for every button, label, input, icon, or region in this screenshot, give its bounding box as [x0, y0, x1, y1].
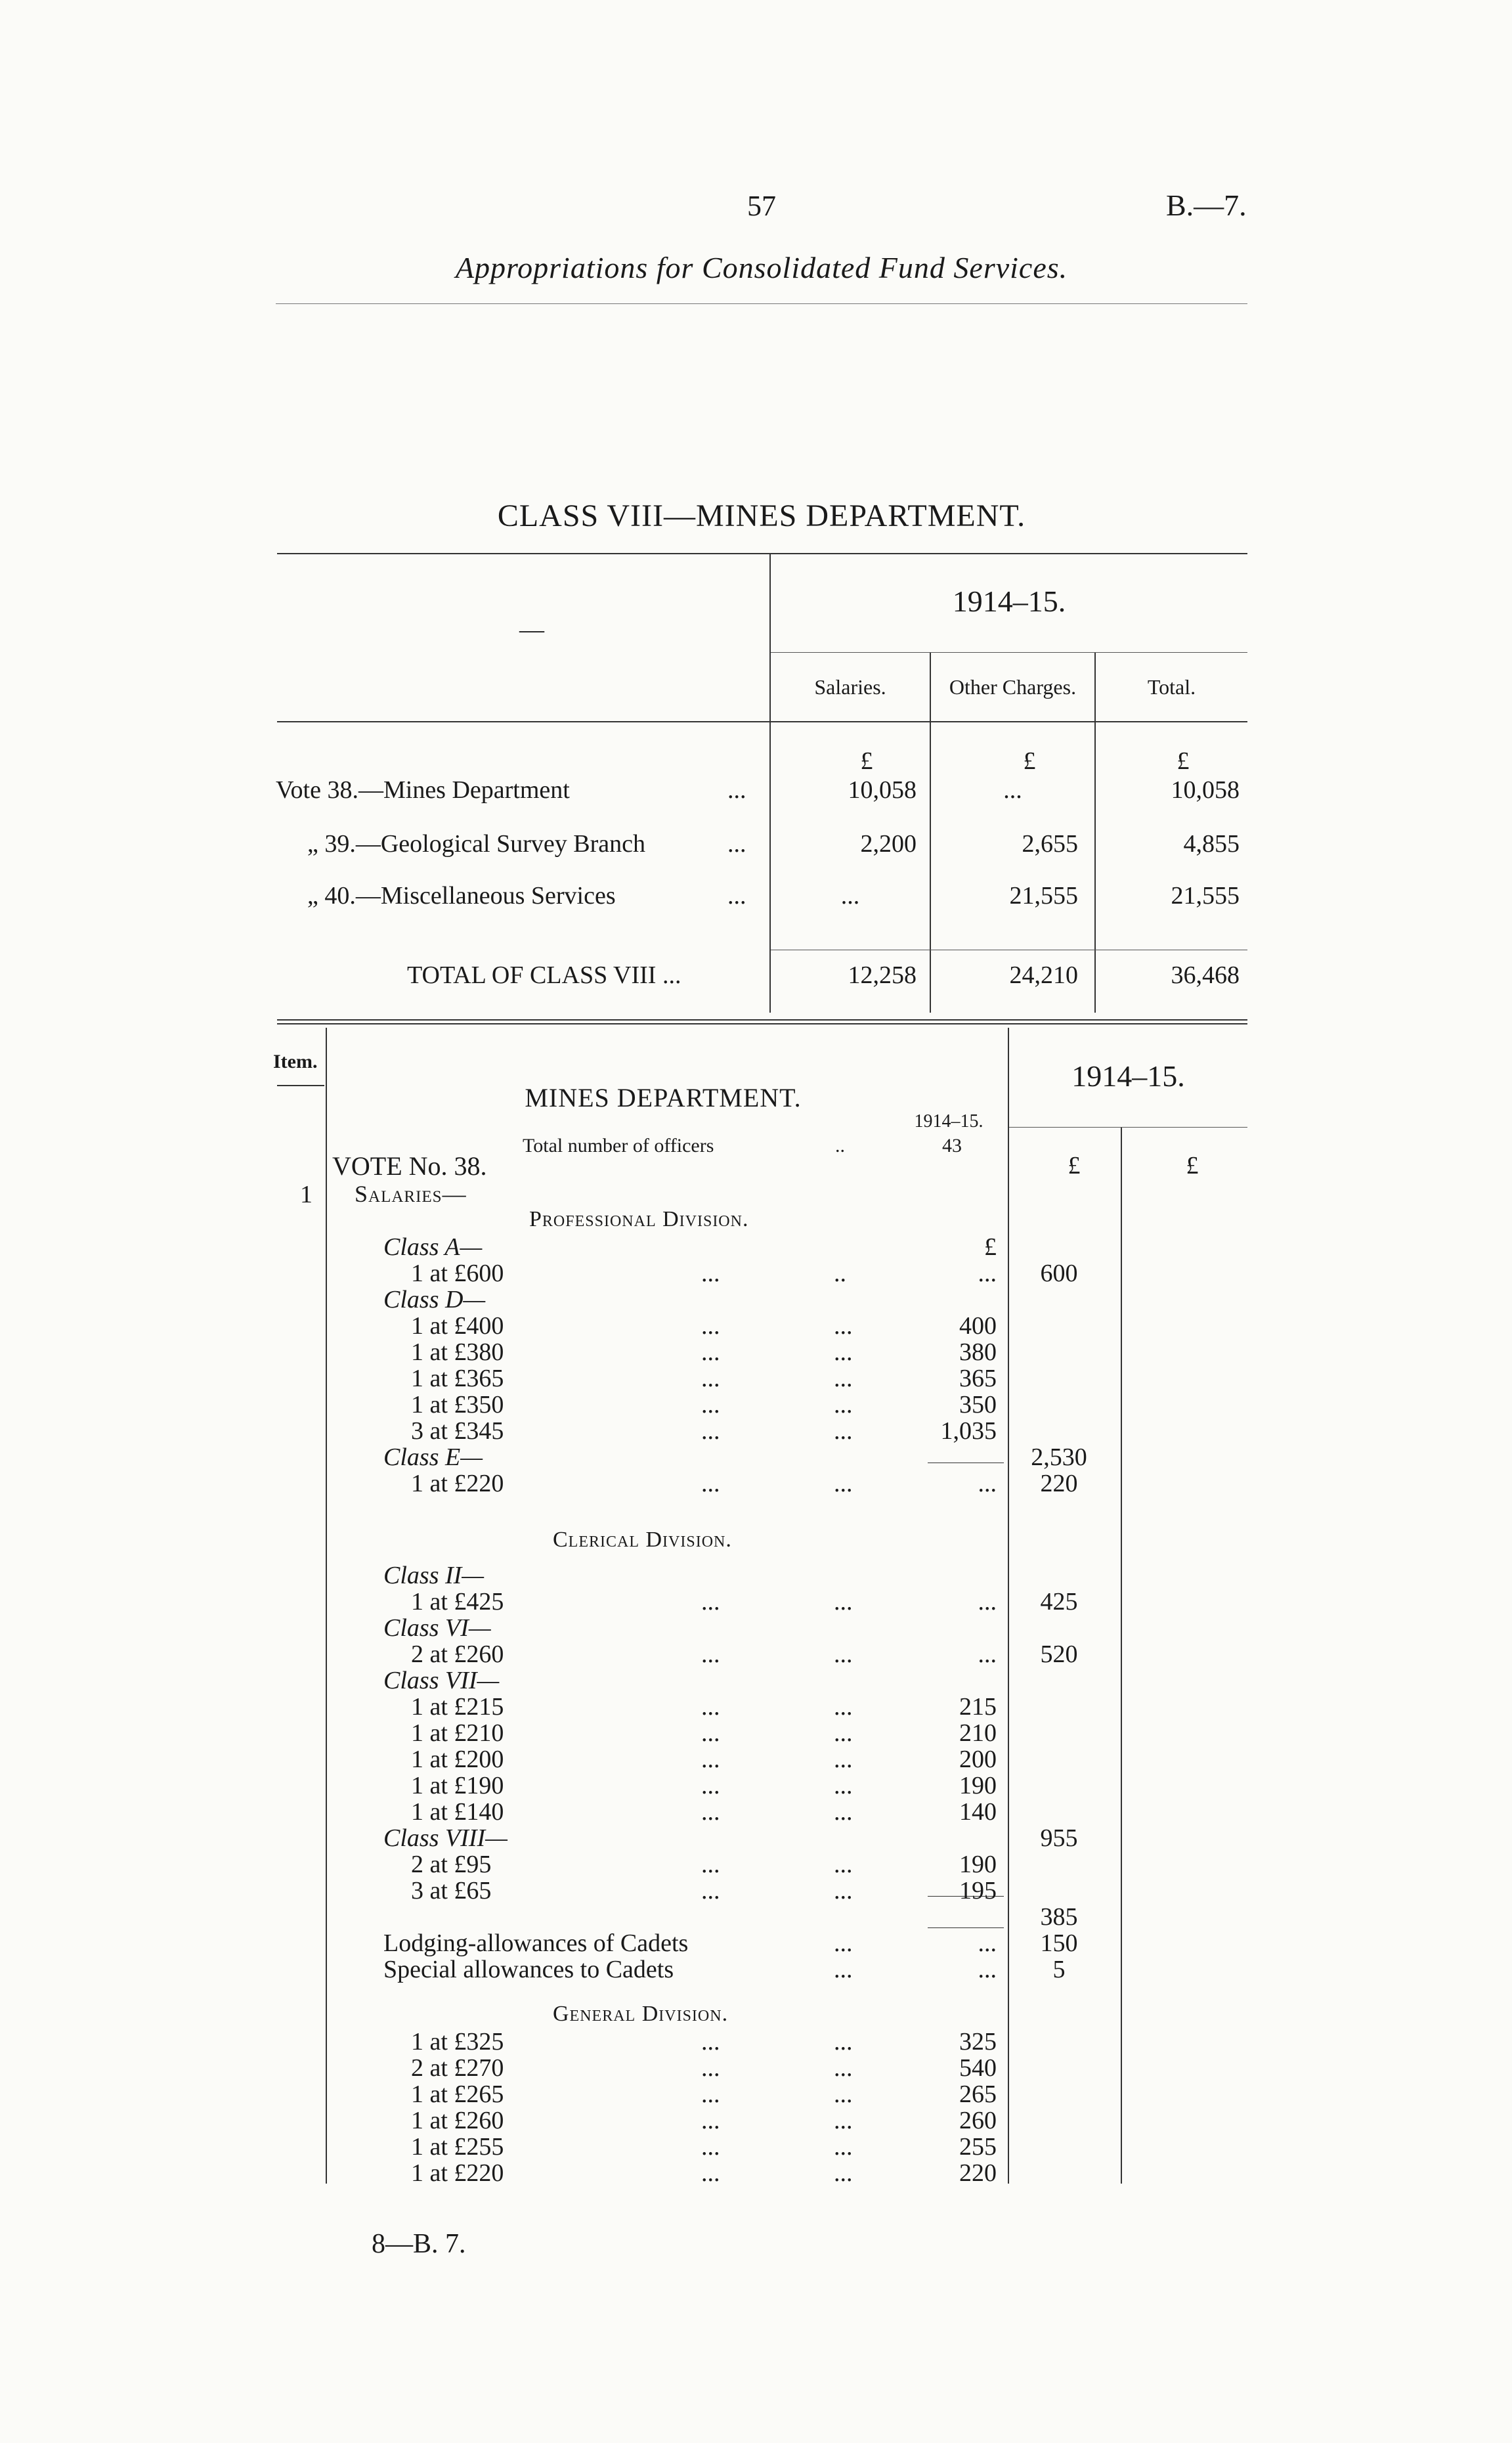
sub-amount: 540 [959, 2054, 997, 2082]
total-value: 10,058 [1171, 776, 1240, 804]
detail-line [0, 1747, 1512, 1773]
line-label: Class D— [383, 1286, 486, 1313]
leader-dots: ... [834, 1338, 853, 1366]
other-charges-value: 21,555 [1009, 882, 1078, 910]
row-label: „ 40.—Miscellaneous Services [307, 882, 616, 910]
detail-line [0, 1694, 1512, 1721]
leader-dots: ... [834, 1365, 853, 1392]
other-charges-value: 2,655 [1022, 830, 1078, 858]
sub-amount: 255 [959, 2133, 997, 2161]
currency-symbol: £ [1186, 1152, 1199, 1179]
row-label: „ 39.—Geological Survey Branch [307, 830, 645, 858]
detail-line [0, 2108, 1512, 2134]
leader-dots: ... [701, 1693, 720, 1721]
leader-dots: ... [727, 776, 746, 804]
currency-symbol: £ [1177, 747, 1190, 775]
leader-dots: ... [834, 1929, 853, 1957]
item-number: 1 [300, 1181, 313, 1208]
leader-dots: ... [834, 2133, 853, 2161]
sub-amount: 200 [959, 1746, 997, 1773]
currency-symbol: £ [1068, 1152, 1081, 1179]
summary-stub-dash: — [519, 616, 544, 644]
sub-amount: 350 [959, 1391, 997, 1419]
line-label: Class E— [383, 1443, 483, 1471]
summary-top-rule [277, 553, 1247, 554]
line-label: 1 at £365 [411, 1365, 504, 1392]
leader-dots: ... [834, 1312, 853, 1340]
line-amount: 220 [1040, 1470, 1078, 1497]
leader-dots: ... [701, 1772, 720, 1799]
signature-mark: 8—B. 7. [372, 2229, 466, 2259]
line-label: Class VII— [383, 1667, 500, 1694]
sub-amount: 190 [959, 1772, 997, 1799]
line-amount: 5 [1052, 1956, 1066, 1983]
salaries-value: 10,058 [848, 776, 917, 804]
leader-dots: ... [701, 1417, 720, 1445]
sub-amount: 365 [959, 1365, 997, 1392]
sub-amount: 190 [959, 1851, 997, 1878]
detail-line [0, 1340, 1512, 1366]
leader-dots: ... [727, 882, 746, 910]
leader-dots: ... [834, 1588, 853, 1616]
leader-dots: ... [701, 1470, 720, 1497]
sub-amount: ... [978, 1470, 997, 1497]
page-title: Appropriations for Consolidated Fund Services. [455, 251, 1068, 284]
line-label: 1 at £265 [411, 2080, 504, 2108]
department-heading: MINES DEPARTMENT. [525, 1083, 802, 1112]
line-label: Class VI— [383, 1614, 491, 1642]
summary-heading: CLASS VIII—MINES DEPARTMENT. [497, 498, 1026, 533]
line-label: 1 at £325 [411, 2028, 504, 2056]
sub-amount: £ [984, 1233, 997, 1261]
leader-dots: ... [701, 1312, 720, 1340]
officers-count: 43 [942, 1135, 962, 1156]
officers-label: Total number of officers [523, 1135, 714, 1156]
leader-dots: ... [834, 1798, 853, 1826]
detail-line [0, 1668, 1512, 1694]
line-label: 1 at £220 [411, 1470, 504, 1497]
currency-symbol: £ [860, 747, 873, 775]
detail-year-rule [1009, 1127, 1247, 1128]
total-label: TOTAL OF CLASS VIII ... [407, 961, 681, 989]
detail-line [0, 1721, 1512, 1747]
column-header-total: Total. [1147, 675, 1196, 699]
salaries-label: Salaries— [355, 1181, 467, 1207]
detail-line [0, 1366, 1512, 1392]
line-label: 2 at £270 [411, 2054, 504, 2082]
leader-dots: .. [834, 1260, 846, 1287]
item-column-header: Item. [273, 1051, 318, 1072]
summary-bottom-rule [277, 1019, 1247, 1021]
other-charges-value: ... [1003, 776, 1022, 804]
line-label: Class II— [383, 1562, 485, 1589]
summary-header-rule [277, 721, 1247, 722]
salaries-value: 2,200 [860, 830, 917, 858]
detail-line [0, 1852, 1512, 1878]
leader-dots: ... [834, 2028, 853, 2056]
leader-dots: ... [834, 1719, 853, 1747]
line-label: 1 at £255 [411, 2133, 504, 2161]
sub-amount: 220 [959, 2159, 997, 2187]
detail-line [0, 1878, 1512, 1904]
sub-amount: 260 [959, 2107, 997, 2134]
detail-line [0, 2082, 1512, 2108]
detail-line [0, 1563, 1512, 1589]
sub-amount: 380 [959, 1338, 997, 1366]
line-label: Class VIII— [383, 1824, 508, 1852]
page-number: 57 [747, 190, 776, 222]
line-label: 1 at £600 [411, 1260, 504, 1287]
leader-dots: ... [701, 2080, 720, 2108]
leader-dots: ... [701, 1719, 720, 1747]
leader-dots: ... [834, 2107, 853, 2134]
detail-line [0, 1471, 1512, 1497]
leader-dots: ... [834, 2054, 853, 2082]
leader-dots: ... [834, 1470, 853, 1497]
line-label: 1 at £200 [411, 1746, 504, 1773]
detail-line [0, 1904, 1512, 1931]
detail-line [0, 1616, 1512, 1642]
leader-dots: ... [701, 1640, 720, 1668]
total-other-charges: 24,210 [1009, 961, 1078, 989]
leader-dots: ... [701, 1851, 720, 1878]
total-salaries: 12,258 [848, 961, 917, 989]
total-value: 21,555 [1171, 882, 1240, 910]
sub-amount: ... [978, 1929, 997, 1957]
general-division-heading: General Division. [553, 2002, 729, 2026]
detail-line [0, 1589, 1512, 1616]
line-label: 1 at £190 [411, 1772, 504, 1799]
total-value: 4,855 [1183, 830, 1240, 858]
document-reference: B.—7. [1166, 188, 1247, 222]
detail-line [0, 1799, 1512, 1826]
detail-line [0, 1931, 1512, 1957]
detail-line [0, 2029, 1512, 2056]
leader-dots: ... [701, 1746, 720, 1773]
title-rule [276, 303, 1247, 304]
leader-dots: ... [701, 2028, 720, 2056]
leader-dots: ... [834, 1391, 853, 1419]
leader-dots: ... [834, 2159, 853, 2187]
summary-year: 1914–15. [952, 584, 1066, 618]
detail-line [0, 1313, 1512, 1340]
detail-line [0, 2134, 1512, 2161]
line-label: 2 at £260 [411, 1640, 504, 1668]
item-header-rule [277, 1085, 324, 1086]
leader-dots: ... [834, 1417, 853, 1445]
leader-dots: ... [834, 1640, 853, 1668]
detail-line [0, 1445, 1512, 1471]
line-label: 3 at £65 [411, 1877, 492, 1904]
sub-amount: 265 [959, 2080, 997, 2108]
sub-amount: 140 [959, 1798, 997, 1826]
column-header-salaries: Salaries. [814, 675, 886, 699]
leader-dots: ... [834, 1851, 853, 1878]
leader-dots: ... [701, 1338, 720, 1366]
detail-line [0, 1957, 1512, 1983]
summary-col-divider [1094, 652, 1096, 1013]
line-label: 1 at £210 [411, 1719, 504, 1747]
leader-dots: ... [701, 1588, 720, 1616]
detail-line [0, 2161, 1512, 2187]
line-label: 1 at £380 [411, 1338, 504, 1366]
row-label: Vote 38.—Mines Department [276, 776, 570, 804]
summary-year-rule [771, 652, 1247, 653]
summary-bottom-rule [277, 1023, 1247, 1024]
line-amount: 955 [1040, 1824, 1078, 1852]
line-label: 1 at £260 [411, 2107, 504, 2134]
leader-dots: ... [727, 830, 746, 858]
clerical-division-heading: Clerical Division. [553, 1528, 732, 1552]
sub-amount: 400 [959, 1312, 997, 1340]
line-amount: 600 [1040, 1260, 1078, 1287]
leader-dots: ... [834, 1956, 853, 1983]
currency-symbol: £ [1023, 747, 1036, 775]
detail-line [0, 1773, 1512, 1799]
sub-amount: ... [978, 1260, 997, 1287]
leader-dots: .. [835, 1135, 845, 1156]
line-amount: 150 [1040, 1929, 1078, 1957]
leader-dots: ... [834, 1693, 853, 1721]
summary-col-divider [930, 652, 931, 1013]
line-label: Class A— [383, 1233, 483, 1261]
leader-dots: ... [701, 2159, 720, 2187]
leader-dots: ... [701, 1877, 720, 1904]
line-label: 3 at £345 [411, 1417, 504, 1445]
leader-dots: ... [834, 1877, 853, 1904]
grand-total: 36,468 [1171, 961, 1240, 989]
column-header-other-charges: Other Charges. [949, 675, 1077, 699]
leader-dots: ... [834, 1772, 853, 1799]
summary-col-divider [769, 553, 771, 1013]
sub-amount: 210 [959, 1719, 997, 1747]
detail-line [0, 1261, 1512, 1287]
leader-dots: ... [701, 2133, 720, 2161]
line-amount: 2,530 [1031, 1443, 1087, 1471]
sub-amount: 195 [959, 1877, 997, 1904]
line-label: 1 at £220 [411, 2159, 504, 2187]
leader-dots: ... [701, 1391, 720, 1419]
professional-division-heading: Professional Division. [529, 1207, 749, 1231]
leader-dots: ... [701, 2107, 720, 2134]
sub-amount: ... [978, 1640, 997, 1668]
detail-line [0, 1826, 1512, 1852]
leader-dots: ... [834, 1746, 853, 1773]
leader-dots: ... [701, 1260, 720, 1287]
salaries-value: ... [840, 882, 860, 910]
line-amount: 520 [1040, 1640, 1078, 1668]
officers-year: 1914–15. [914, 1111, 983, 1132]
line-label: Lodging-allowances of Cadets [383, 1929, 689, 1957]
line-label: 2 at £95 [411, 1851, 492, 1878]
line-label: 1 at £350 [411, 1391, 504, 1419]
line-amount: 425 [1040, 1588, 1078, 1616]
sub-amount: 1,035 [940, 1417, 997, 1445]
line-label: 1 at £215 [411, 1693, 504, 1721]
sub-amount: 325 [959, 2028, 997, 2056]
sub-amount: ... [978, 1956, 997, 1983]
detail-line [0, 2056, 1512, 2082]
sub-amount: ... [978, 1588, 997, 1616]
detail-line [0, 1419, 1512, 1445]
line-amount: 385 [1040, 1903, 1078, 1931]
detail-line [0, 1642, 1512, 1668]
leader-dots: ... [701, 2054, 720, 2082]
line-label: 1 at £140 [411, 1798, 504, 1826]
leader-dots: ... [701, 1365, 720, 1392]
leader-dots: ... [834, 2080, 853, 2108]
vote-number: VOTE No. 38. [332, 1151, 487, 1181]
detail-year: 1914–15. [1071, 1059, 1185, 1093]
sub-amount: 215 [959, 1693, 997, 1721]
line-label: Special allowances to Cadets [383, 1956, 674, 1983]
detail-line [0, 1392, 1512, 1419]
detail-line [0, 1235, 1512, 1261]
leader-dots: ... [701, 1798, 720, 1826]
line-label: 1 at £400 [411, 1312, 504, 1340]
detail-line [0, 1287, 1512, 1313]
line-label: 1 at £425 [411, 1588, 504, 1616]
